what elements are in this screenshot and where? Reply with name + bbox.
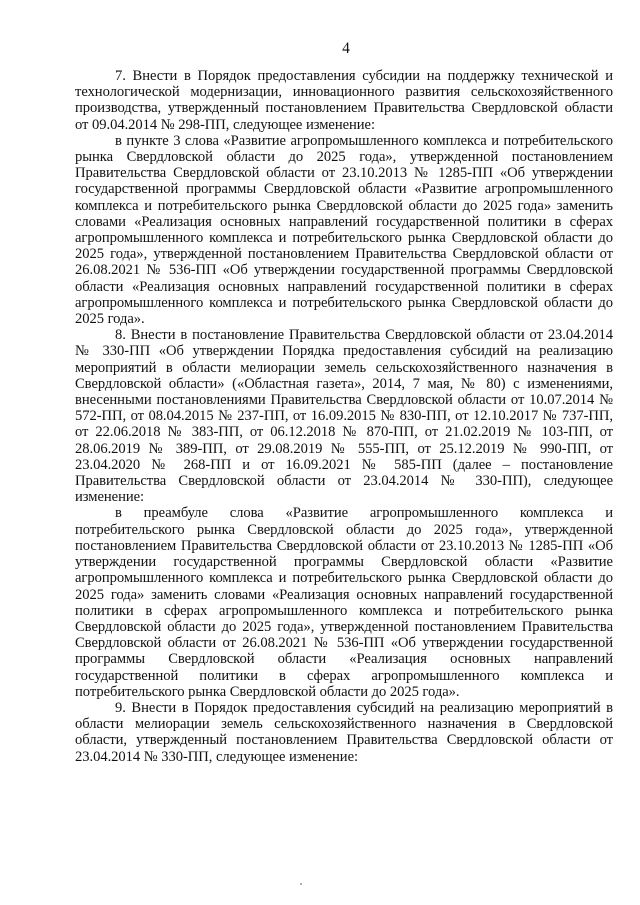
document-page: [75, 40, 613, 765]
paragraph-item-7: 7. Внести в Порядок предоставления субсидии на поддержку технической и технологической модернизации, инновационного развития сельскохозяйственного производства, утвержденный постановлением Правительства Свердловской области от 09.04.2014 № 298-ПП, следующее изменение:: [75, 68, 613, 133]
paragraph-item-8: 8. Внести в постановление Правительства Свердловской области от 23.04.2014 № 330-ПП «Об утверждении Порядка предоставления субсидий на реализацию мероприятий в области мелиорации земель сельскохозяйственного назначения в Свердловской области» («Областная газета», 2014, 7 мая, № 80) с изменениями, внесенными постановлениями Правительства Свердловской области от 10.07.2014 № 572-ПП, от 08.04.2015 № 237-ПП, от 16.09.2015 № 830-ПП, от 12.10.2017 № 737-ПП, от 22.06.2018 № 383-ПП, от 06.12.2018 № 870-ПП, от 21.02.2019 № 103-ПП, от 28.06.2019 № 389-ПП, от 29.08.2019 № 555-ПП, от 25.12.2019 № 990-ПП, от 23.04.2020 № 268-ПП и от 16.09.2021 № 585-ПП (далее – постановление Правительства Свердловской области от 23.04.2014 № 330-ПП), следующее изменение:: [75, 327, 613, 506]
scan-speck: [300, 883, 302, 885]
paragraph-item-9: 9. Внести в Порядок предоставления субсидий на реализацию мероприятий в области мелиорации земель сельскохозяйственного назначения в Свердловской области, утвержденный постановлением Правительства Свердловской области от 23.04.2014 № 330-ПП, следующее изменение:: [75, 699, 613, 765]
paragraph-item-7-change: в пункте 3 слова «Развитие агропромышленного комплекса и потребительского рынка Свердловской области до 2025 года», утвержденной постановлением Правительства Свердловской области от 23.10.2013 № 1285-ПП «Об утверждении государственной программы Свердловской области «Развитие агропромышленного комплекса и потребительского рынка Свердловской области до 2025 года» заменить словами «Реализация основных направлений государственной политики в сферах агропромышленного комплекса и потребительского рынка Свердловской области до 2025 года», утвержденной постановлением Правительства Свердловской области от 26.08.2021 № 536-ПП «Об утверждении государственной программы Свердловской области «Реализация основных направлений государственной политики в сферах агропромышленного комплекса и потребительского рынка Свердловской области до 2025 года».: [75, 132, 613, 328]
paragraph-item-8-change: в преамбуле слова «Развитие агропромышленного комплекса и потребительского рынка Свердловской области до 2025 года», утвержденной постановлением Правительства Свердловской области от 23.10.2013 № 1285-ПП «Об утверждении государственной программы Свердловской области «Развитие агропромышленного комплекса и потребительского рынка Свердловской области до 2025 года» заменить словами «Реализация основных направлений государственной политики в сферах агропромышленного комплекса и потребительского рынка Свердловской области до 2025 года», утвержденной постановлением Правительства Свердловской области от 26.08.2021 № 536-ПП «Об утверждении государственной программы Свердловской области «Реализация основных направлений государственной политики в сферах агропромышленного комплекса и потребительского рынка Свердловской области до 2025 года».: [75, 505, 613, 700]
page-number: 4: [342, 40, 350, 57]
